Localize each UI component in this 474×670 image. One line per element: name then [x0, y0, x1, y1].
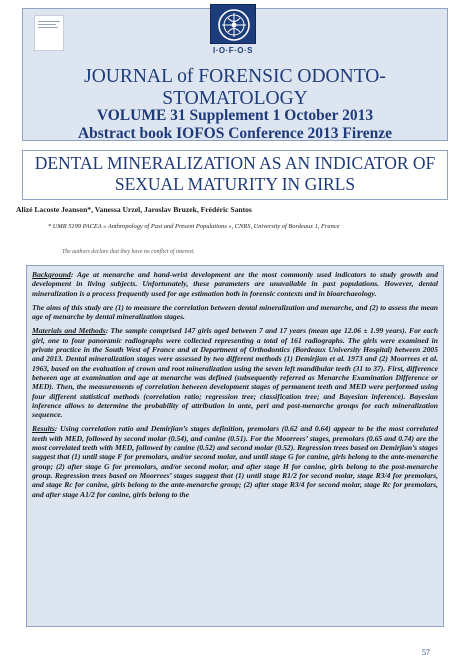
results-text: : Using correlation ratio and Demirjian’s stages definition, premolars (0.62 and 0.64) appear to be the most correlated teeth with MED, followed by second molar (0.54), and canine (0.51). For the Moorrees’ stages, premolars (0.65 and 0.74) are the most correlated teeth with MED, followed by canine (0.52) and second molar (0.52). Regression trees based on Demirjian’s stages suggest that (1) until stage F for premolars, and/or second molar, and until stage G for canine, girls belong to the ante-menarche group; (2) after stage G for premolars, and/or second molar, and after stage H for canine, girls belong to the post-menarche group. Regression trees based on Moorrees’ stages suggest that (1) until stage R1/2 for second molar, stage R3/4 for premolars, and stage Rc for canine, girls belong to the ante-menarche group; (2) after stage R3/4 for second molar, stage Rc for premolars, and after stage A1/2 for canine, girls belong to the — [32, 424, 438, 499]
authors: Alizé Lacoste Jeanson*, Vanessa Urzel, Jaroslav Bruzek, Frédéric Santos — [16, 205, 252, 214]
methods-paragraph — [32, 326, 438, 419]
volume-line: VOLUME 31 Supplement 1 October 2013 — [96, 107, 374, 124]
aims-paragraph: The aims of this study are (1) to measure the correlation between dental mineralization and menarche, and (2) to assess the mean age of menarche by dental mineralization stages. — [32, 302, 438, 322]
results-heading: Results — [32, 424, 55, 434]
background-heading: Background — [32, 270, 71, 279]
abstract-body — [32, 270, 438, 504]
journal-cover-thumbnail — [34, 15, 64, 51]
iofos-logo — [203, 4, 263, 56]
abstract-book-line: Abstract book IOFOS Conference 2013 Firenze — [77, 125, 393, 142]
results-paragraph — [32, 424, 438, 498]
article-title: DENTAL MINERALIZATION AS AN INDICATOR OF SEXUAL MATURITY IN GIRLS — [34, 153, 436, 194]
conflict-statement: The authors declare that they have no conflict of interest. — [62, 249, 195, 255]
logo-text: I·O·F·O·S — [212, 46, 254, 55]
abstract-box — [26, 265, 444, 627]
iofos-emblem-icon — [210, 4, 256, 44]
methods-heading: Materials and Methods — [32, 326, 106, 336]
journal-title: JOURNAL of FORENSIC ODONTO-STOMATOLOGY — [84, 66, 386, 109]
background-text: : Age at menarche and hand-wrist development are the most commonly used indicators to study growth and development in living subjects. Unfortunately, these parameters are unavailable in past populations. However, dental mineralization is a process frequently used for age estimation both in forensic contexts and in bioarchaeology. — [32, 270, 438, 298]
affiliation: * UMR 5199 PACEA « Anthropology of Past and Present Populations », CNRS, University of Bordeaux 1, France — [48, 223, 340, 230]
methods-text: : The sample comprised 147 girls aged between 7 and 17 years (mean age 12.06 ± 1.99 years). For each girl, one to four panoramic radiographs were collected representing a total of 161 radiographs. The girls were examined in private practice in the South West of France and at Department of Orthodontics (Bordeaux University Hospital) between 2005 and 2013. Dental mineralization stages were assessed by two different methods (1) Demirjian et al. 1973 and (2) Moorrees et al. 1963, based on the evaluation of crown and root mineralization using the seven left mandibular teeth (31 to 37). First, difference between age at examination and age at menarche was defined (subsequently referred as Menarche Examination Difference or MED). Then, the measurements of correlation between development stages of permanent teeth and MED were performed using four different statistical methods (correlation ratio; regression tree; classification tree; and Bayesian inference). Bayesian inference allows to determine the probability of attribution in ante, peri and post-menarche groups for each mineralization sequence. — [32, 326, 439, 420]
page-number: 57 — [422, 648, 430, 657]
background-paragraph — [32, 270, 438, 298]
